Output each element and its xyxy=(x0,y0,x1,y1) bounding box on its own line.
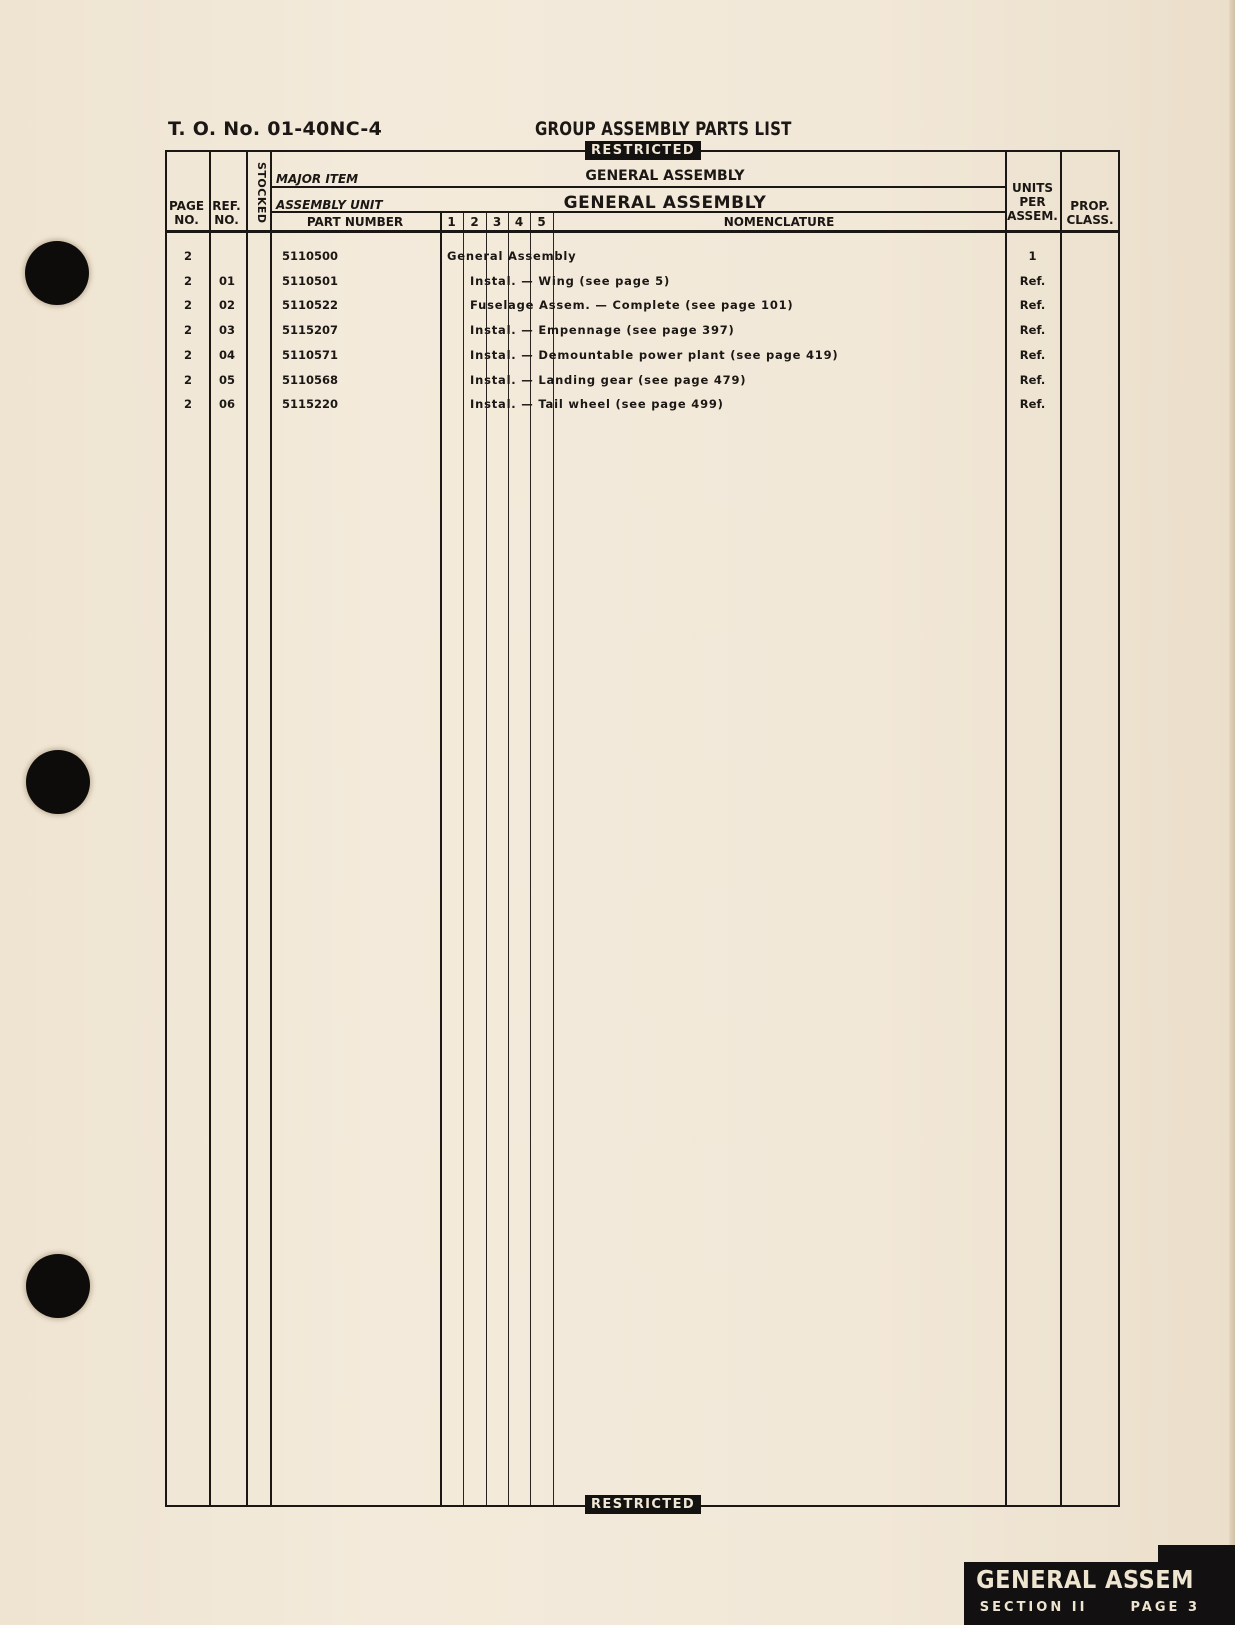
row-units: Ref. xyxy=(1019,373,1046,387)
row-page-no: 2 xyxy=(183,397,192,411)
header-units-per-assem xyxy=(1005,181,1060,223)
row-page-no: 2 xyxy=(183,373,192,387)
header-units-line3: ASSEM. xyxy=(1007,209,1058,223)
header-assembly-unit-value: GENERAL ASSEMBLY xyxy=(563,193,767,213)
row-nomenclature: Instal. — Empennage (see page 397) xyxy=(470,323,735,337)
header-major-item-value: GENERAL ASSEMBLY xyxy=(585,168,745,184)
footer-section: SECTION II xyxy=(979,1600,1088,1615)
row-page-no: 2 xyxy=(183,348,192,362)
table-row xyxy=(0,348,1235,366)
row-ref-no: 04 xyxy=(218,348,235,362)
row-page-no: 2 xyxy=(183,249,192,263)
header-ref-line2: NO. xyxy=(214,213,239,227)
header-major-item-label: MAJOR ITEM xyxy=(276,172,359,186)
row-part-number: 5110501 xyxy=(282,274,339,288)
row-nomenclature: Instal. — Tail wheel (see page 499) xyxy=(470,397,724,411)
row-ref-no: 06 xyxy=(218,397,235,411)
header-bottom-rule xyxy=(167,230,1118,233)
table-row xyxy=(0,397,1235,415)
table-row xyxy=(0,323,1235,341)
table-row xyxy=(0,249,1235,267)
technical-order-number: T. O. No. 01-40NC-4 xyxy=(168,118,383,140)
row-page-no: 2 xyxy=(183,274,192,288)
header-divider-major-item xyxy=(270,186,1005,188)
table-row xyxy=(0,298,1235,316)
document-title: GROUP ASSEMBLY PARTS LIST xyxy=(535,118,792,140)
header-assembly-unit-label: ASSEMBLY UNIT xyxy=(276,198,383,212)
row-units: Ref. xyxy=(1019,298,1046,312)
header-part-number: PART NUMBER xyxy=(306,215,404,229)
header-ref-no xyxy=(208,199,245,227)
header-prop-line2: CLASS. xyxy=(1066,213,1114,227)
row-part-number: 5110500 xyxy=(282,249,339,263)
row-part-number: 5110522 xyxy=(282,298,339,312)
header-units-line2: PER xyxy=(1019,195,1046,209)
row-ref-no: 05 xyxy=(218,373,235,387)
header-indent-4: 4 xyxy=(514,215,524,229)
header-prop-class xyxy=(1060,199,1120,227)
footer-page-number: PAGE 3 xyxy=(1130,1600,1200,1615)
row-nomenclature: Fuselage Assem. — Complete (see page 101) xyxy=(470,298,794,312)
header-units-line1: UNITS xyxy=(1011,181,1054,195)
row-units: Ref. xyxy=(1019,323,1046,337)
row-nomenclature: Instal. — Landing gear (see page 479) xyxy=(470,373,747,387)
row-nomenclature: General Assembly xyxy=(447,249,577,263)
row-ref-no: 03 xyxy=(218,323,235,337)
row-part-number: 5110571 xyxy=(282,348,339,362)
restricted-label-top: RESTRICTED xyxy=(585,141,701,160)
header-indent-5: 5 xyxy=(537,215,546,229)
row-page-no: 2 xyxy=(183,298,192,312)
header-indent-3: 3 xyxy=(492,215,502,229)
binder-hole-bottom xyxy=(26,1254,90,1318)
row-units: Ref. xyxy=(1019,348,1046,362)
header-prop-line1: PROP. xyxy=(1070,199,1110,213)
header-indent-1: 1 xyxy=(447,215,456,229)
paper-edge xyxy=(1229,0,1235,1625)
table-row xyxy=(0,274,1235,292)
header-stocked: STOCKED xyxy=(255,162,268,224)
row-ref-no: 01 xyxy=(218,274,235,288)
binder-hole-middle xyxy=(26,750,90,814)
header-page-line2: NO. xyxy=(174,213,199,227)
header-indent-2: 2 xyxy=(470,215,479,229)
footer-section-page xyxy=(960,1600,1200,1615)
table-row xyxy=(0,373,1235,391)
header-ref-line1: REF. xyxy=(212,199,241,213)
row-nomenclature: Instal. — Demountable power plant (see page 419) xyxy=(470,348,839,362)
row-nomenclature: Instal. — Wing (see page 5) xyxy=(470,274,671,288)
row-units: 1 xyxy=(1028,249,1037,263)
row-part-number: 5115207 xyxy=(282,323,339,337)
restricted-label-bottom: RESTRICTED xyxy=(585,1495,701,1514)
row-part-number: 5110568 xyxy=(282,373,339,387)
header-page-no xyxy=(165,199,208,227)
row-ref-no: 02 xyxy=(218,298,235,312)
row-units: Ref. xyxy=(1019,274,1046,288)
header-nomenclature: NOMENCLATURE xyxy=(723,215,835,229)
row-page-no: 2 xyxy=(183,323,192,337)
row-units: Ref. xyxy=(1019,397,1046,411)
header-page-line1: PAGE xyxy=(168,199,205,213)
row-part-number: 5115220 xyxy=(282,397,339,411)
footer-title: GENERAL ASSEM xyxy=(976,1565,1194,1594)
